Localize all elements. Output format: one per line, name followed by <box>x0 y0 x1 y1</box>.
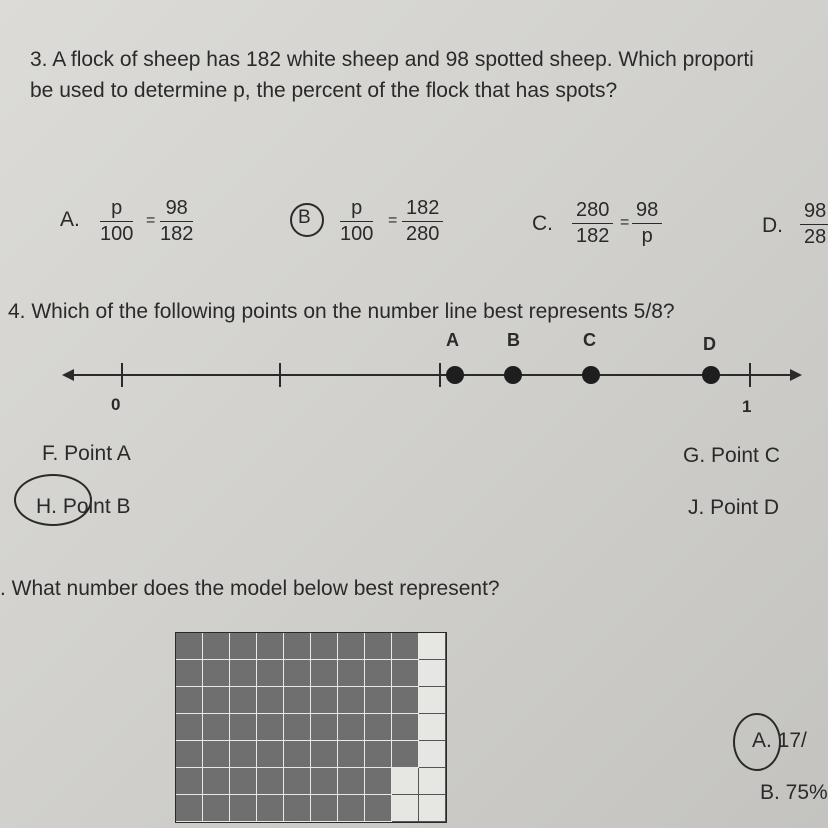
q4-choice-g: G. Point C <box>683 444 780 467</box>
grid-cell <box>230 633 257 660</box>
grid-cell <box>257 660 284 687</box>
number-line-left-arrow <box>62 369 74 381</box>
grid-cell <box>392 714 419 741</box>
grid-cell <box>203 633 230 660</box>
grid-cells <box>175 632 447 823</box>
grid-cell <box>392 660 419 687</box>
grid-cell <box>338 768 365 795</box>
grid-cell <box>203 768 230 795</box>
q3-a-right-num: 98 <box>160 197 193 222</box>
q3-line1: 3. A flock of sheep has 182 white sheep and 98 spotted sheep. Which proporti <box>30 48 754 71</box>
grid-cell <box>365 633 392 660</box>
q3-b-left-den: 100 <box>340 223 374 245</box>
point-c-dot <box>582 366 600 384</box>
q3-c-left-den: 182 <box>576 225 610 247</box>
grid-cell <box>176 633 203 660</box>
grid-cell <box>419 768 446 795</box>
q5-choice-b: B. 75% <box>760 781 828 804</box>
q3-a-left-den: 100 <box>100 223 134 245</box>
zero-label: 0 <box>111 395 121 414</box>
grid-cell <box>257 687 284 714</box>
grid-cell <box>338 687 365 714</box>
q4-choice-f: F. Point A <box>42 442 131 465</box>
q5-choice-a: A. 17/ <box>752 729 807 752</box>
point-b-dot <box>504 366 522 384</box>
grid-cell <box>311 795 338 822</box>
point-c-label: C <box>583 330 596 350</box>
grid-cell <box>284 795 311 822</box>
one-label: 1 <box>742 397 752 416</box>
grid-cell <box>230 741 257 768</box>
grid-cell <box>284 687 311 714</box>
grid-cell <box>392 687 419 714</box>
grid-cell <box>203 741 230 768</box>
q3-a-right-den: 182 <box>160 223 194 245</box>
grid-cell <box>338 660 365 687</box>
grid-cell <box>230 660 257 687</box>
grid-cell <box>284 741 311 768</box>
grid-cell <box>365 768 392 795</box>
grid-cell <box>392 795 419 822</box>
grid-cell <box>176 741 203 768</box>
grid-cell <box>419 714 446 741</box>
q3-b-left-num: p <box>340 197 373 222</box>
q3-choice-d-letter: D. <box>762 214 783 237</box>
q3-c-left-frac <box>572 199 613 248</box>
q3-a-right-frac <box>160 197 193 246</box>
q3-d-left-den: 28 <box>804 226 827 248</box>
q3-c-right-den: p <box>641 225 653 247</box>
q5-question: . What number does the model below best represent? <box>0 577 500 600</box>
q3-b-eq: = <box>388 212 398 229</box>
q3-c-right-frac <box>632 199 662 248</box>
grid-cell <box>203 795 230 822</box>
q3-a-eq: = <box>146 212 156 229</box>
grid-cell <box>176 687 203 714</box>
point-a-dot <box>446 366 464 384</box>
grid-cell <box>176 795 203 822</box>
q4-question: 4. Which of the following points on the number line best represents 5/8? <box>8 300 675 323</box>
grid-cell <box>230 795 257 822</box>
point-b-label: B <box>507 330 520 350</box>
number-line <box>0 340 828 400</box>
grid-cell <box>392 741 419 768</box>
q3-c-eq: = <box>620 214 630 231</box>
grid-cell <box>419 633 446 660</box>
grid-cell <box>311 714 338 741</box>
grid-cell <box>284 660 311 687</box>
q3-d-left-frac <box>800 200 828 249</box>
number-line-right-arrow <box>790 369 802 381</box>
grid-cell <box>311 687 338 714</box>
grid-cell <box>365 687 392 714</box>
grid-cell <box>257 795 284 822</box>
grid-cell <box>284 633 311 660</box>
grid-cell <box>257 714 284 741</box>
grid-cell <box>257 633 284 660</box>
q3-c-right-num: 98 <box>632 199 662 224</box>
grid-cell <box>311 633 338 660</box>
point-d-label: D <box>703 334 716 354</box>
q3-b-right-num: 182 <box>402 197 443 222</box>
grid-cell <box>338 741 365 768</box>
q3-a-left-frac <box>100 197 133 246</box>
hundreds-grid-model <box>175 632 447 823</box>
point-d-dot <box>702 366 720 384</box>
grid-cell <box>365 795 392 822</box>
grid-cell <box>284 768 311 795</box>
grid-cell <box>311 768 338 795</box>
grid-cell <box>419 795 446 822</box>
grid-cell <box>176 768 203 795</box>
grid-cell <box>365 660 392 687</box>
q3-b-right-frac <box>402 197 443 246</box>
q4-choice-h: H. Point B <box>36 495 131 518</box>
grid-cell <box>203 687 230 714</box>
q3-a-left-num: p <box>100 197 133 222</box>
grid-cell <box>365 741 392 768</box>
grid-cell <box>419 660 446 687</box>
grid-cell <box>392 633 419 660</box>
q3-b-left-frac <box>340 197 373 246</box>
grid-cell <box>365 714 392 741</box>
grid-cell <box>419 687 446 714</box>
point-a-label: A <box>446 330 459 350</box>
grid-cell <box>392 768 419 795</box>
grid-cell <box>230 768 257 795</box>
grid-cell <box>257 741 284 768</box>
q3-choice-a-letter: A. <box>60 208 80 231</box>
q3-d-left-num: 98 <box>800 200 828 225</box>
q3-choice-b-letter: B <box>298 207 311 228</box>
grid-cell <box>338 795 365 822</box>
grid-cell <box>203 714 230 741</box>
grid-cell <box>257 768 284 795</box>
q3-choice-c-letter: C. <box>532 212 553 235</box>
grid-cell <box>338 714 365 741</box>
q4-choice-j: J. Point D <box>688 496 780 519</box>
grid-cell <box>230 714 257 741</box>
grid-cell <box>284 714 311 741</box>
q3-b-right-den: 280 <box>406 223 440 245</box>
grid-cell <box>203 660 230 687</box>
grid-cell <box>311 660 338 687</box>
grid-cell <box>311 741 338 768</box>
grid-cell <box>338 633 365 660</box>
q3-c-left-num: 280 <box>572 199 613 224</box>
grid-cell <box>230 687 257 714</box>
q3-line2: be used to determine p, the percent of the flock that has spots? <box>30 79 618 102</box>
grid-cell <box>176 714 203 741</box>
grid-cell <box>419 741 446 768</box>
grid-cell <box>176 660 203 687</box>
